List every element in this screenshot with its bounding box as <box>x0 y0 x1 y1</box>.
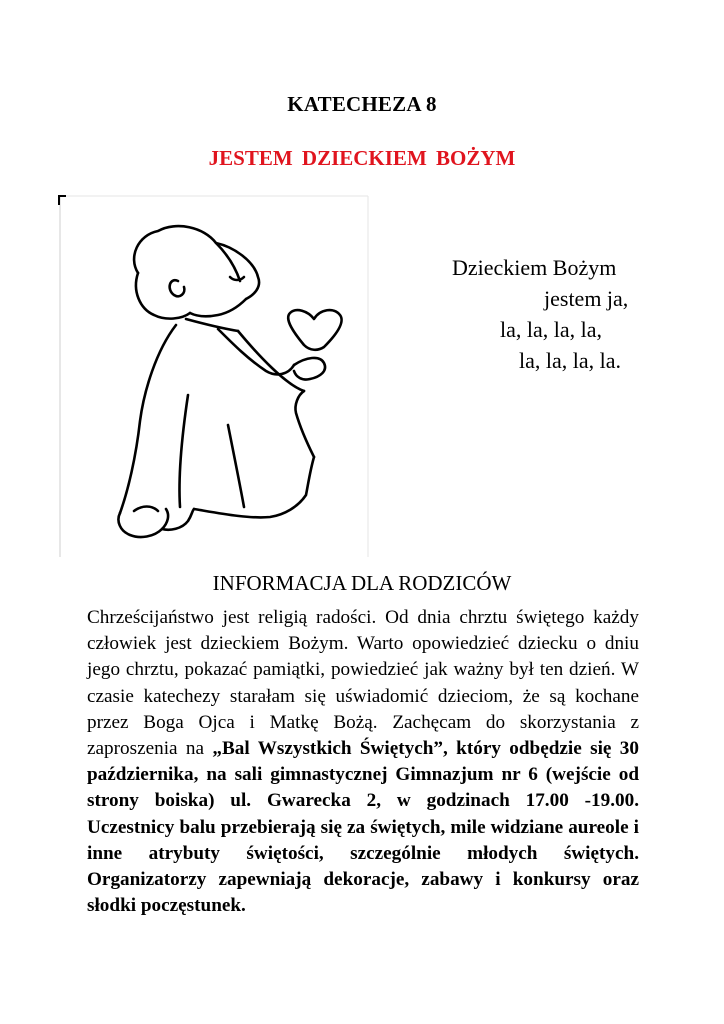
page-subtitle: JESTEM DZIECKIEM BOŻYM <box>208 146 516 170</box>
info-heading: INFORMACJA DLA RODZICÓW <box>212 571 512 595</box>
song-line-3: la, la, la, la, <box>500 317 603 342</box>
info-paragraph-regular: Chrześcijaństwo jest religią radości. Od dnia chrztu świętego każdy człowiek jest dzieckiem Bożym. Warto opowiedzieć dziecku o dniu jego chrztu, pokazać pamiątki, powiedzieć jak ważny był ten dzień. W czasie katechezy starałam się uświadomić dzieciom, że są kochane przez Boga Ojca i Matkę Bożą. Zachęcam do skorzystania z zaproszenia na <box>87 607 639 760</box>
info-paragraph <box>87 605 639 919</box>
song-line-4: la, la, la, la. <box>519 348 622 373</box>
page-title: KATECHEZA 8 <box>287 92 437 116</box>
song-line-2: jestem ja, <box>544 286 629 311</box>
info-paragraph-bold: „Bal Wszystkich Świętych”, który odbędzie się 30 października, na sali gimnastycznej Gimnazjum nr 6 (wejście od strony boiska) ul. Gwarecka 2, w godzinach 17.00 -19.00. Uczestnicy balu przebierają się za świętych, mile widziane aureole i inne atrybuty świętości, szczególnie młodych świętych. Organizatorzy zapewniają dekoracje, zabawy i konkursy oraz słodki poczęstunek. <box>87 738 639 917</box>
song-line-1: Dzieckiem Bożym <box>452 255 617 280</box>
kneeling-child-holding-heart-drawing <box>58 195 370 557</box>
